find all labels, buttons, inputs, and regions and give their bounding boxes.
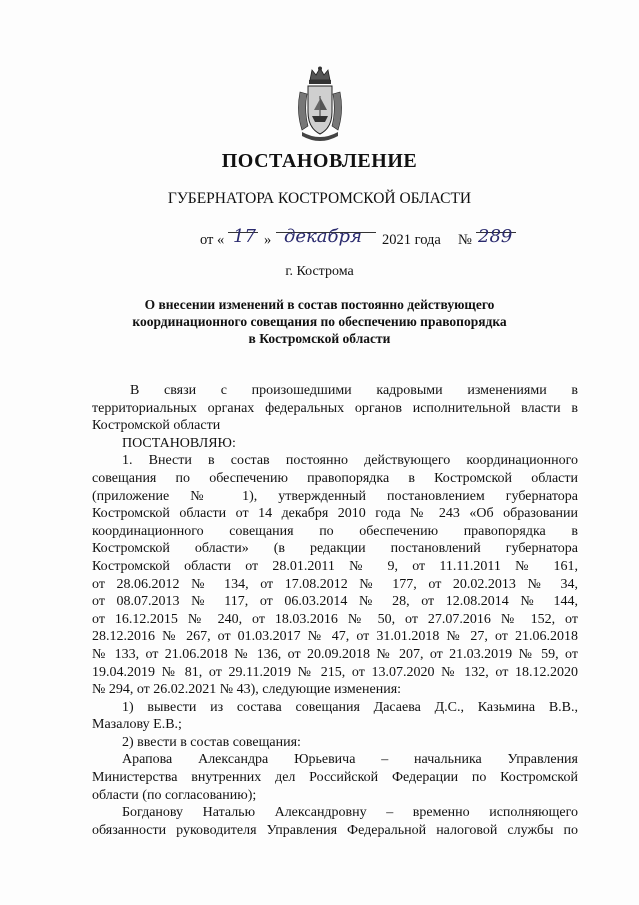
document-number: 289: [478, 226, 513, 247]
paragraph-line: Костромской области» (в редакции постановлений губернатора: [92, 541, 578, 557]
paragraph-line: координационного совещания по обеспечению правопорядка в: [92, 523, 578, 539]
paragraph-line: от 16.12.2015 № 240, от 18.03.2016 № 50, от 27.07.2016 № 152, от: [92, 611, 578, 627]
list-item: Мазалову Е.В.;: [92, 717, 182, 733]
date-mid: »: [264, 232, 272, 248]
document-title: ПОСТАНОВЛЕНИЕ: [221, 150, 418, 172]
heading-line: О внесении изменений в состав постоянно действующего: [144, 297, 495, 312]
paragraph-line: территориальных органах федеральных органов исполнительной власти в: [92, 400, 578, 416]
paragraph-line: от 28.06.2012 № 134, от 17.08.2012 № 177, от 20.02.2013 № 34,: [92, 576, 578, 592]
document-heading: [0, 296, 639, 347]
paragraph-line: В связи с произошедшими кадровыми изменениями в: [130, 383, 578, 398]
date-day: 17: [233, 226, 256, 247]
member-entry: Министерства внутренних дел Российской Федерации по Костромской: [92, 770, 578, 786]
number-prefix: №: [458, 232, 472, 248]
body-text: [92, 382, 578, 839]
paragraph-line: от 08.07.2013 № 117, от 06.03.2014 № 28, от 12.08.2014 № 144,: [92, 594, 578, 610]
date-year: 2021 года: [382, 232, 441, 248]
date-month: декабря: [284, 226, 362, 247]
date-line: [200, 226, 530, 256]
member-entry: Богданову Наталью Александровну – временно исполняющего: [122, 805, 578, 821]
paragraph-line: 1. Внести в состав постоянно действующего координационного: [122, 453, 578, 469]
resolve-word: ПОСТАНОВЛЯЮ:: [122, 435, 236, 451]
document-issuer: ГУБЕРНАТОРА КОСТРОМСКОЙ ОБЛАСТИ: [167, 190, 472, 207]
list-item: 2) ввести в состав совещания:: [122, 734, 301, 750]
member-entry: Арапова Александра Юрьевича – начальника Управления: [122, 752, 578, 768]
paragraph-line: Костромской области от 14 декабря 2010 года № 243 «Об образовании: [92, 506, 578, 522]
paragraph-line: № 133, от 21.06.2018 № 136, от 20.09.2018 № 207, от 21.03.2019 № 59, от: [92, 646, 578, 662]
paragraph-line: № 294, от 26.02.2021 № 43), следующие изменения:: [92, 682, 402, 698]
member-entry: области (по согласованию);: [92, 787, 257, 803]
paragraph-line: 28.12.2016 № 267, от 01.03.2017 № 47, от 31.01.2018 № 27, от 21.06.2018: [92, 629, 578, 645]
heading-line: в Костромской области: [248, 331, 391, 346]
paragraph-line: совещания по обеспечению правопорядка в Костромской области: [92, 470, 578, 486]
paragraph-line: Костромской области от 28.01.2011 № 9, от 11.11.2011 № 161,: [92, 558, 578, 574]
coat-of-arms-icon: [294, 66, 346, 144]
paragraph-line: (приложение № 1), утвержденный постановлением губернатора: [92, 488, 578, 504]
paragraph-line: 19.04.2019 № 81, от 29.11.2019 № 215, от 13.07.2020 № 132, от 18.12.2020: [92, 664, 578, 680]
date-prefix: от «: [200, 232, 225, 248]
member-entry: обязанности руководителя Управления Федеральной налоговой службы по: [92, 822, 578, 838]
paragraph-line: Костромской области: [92, 418, 221, 434]
list-item: 1) вывести из состава совещания Дасаева Д.С., Казьмина В.В.,: [122, 699, 578, 715]
heading-line: координационного совещания по обеспечению правопорядка: [132, 314, 507, 329]
city: г. Кострома: [285, 264, 354, 279]
